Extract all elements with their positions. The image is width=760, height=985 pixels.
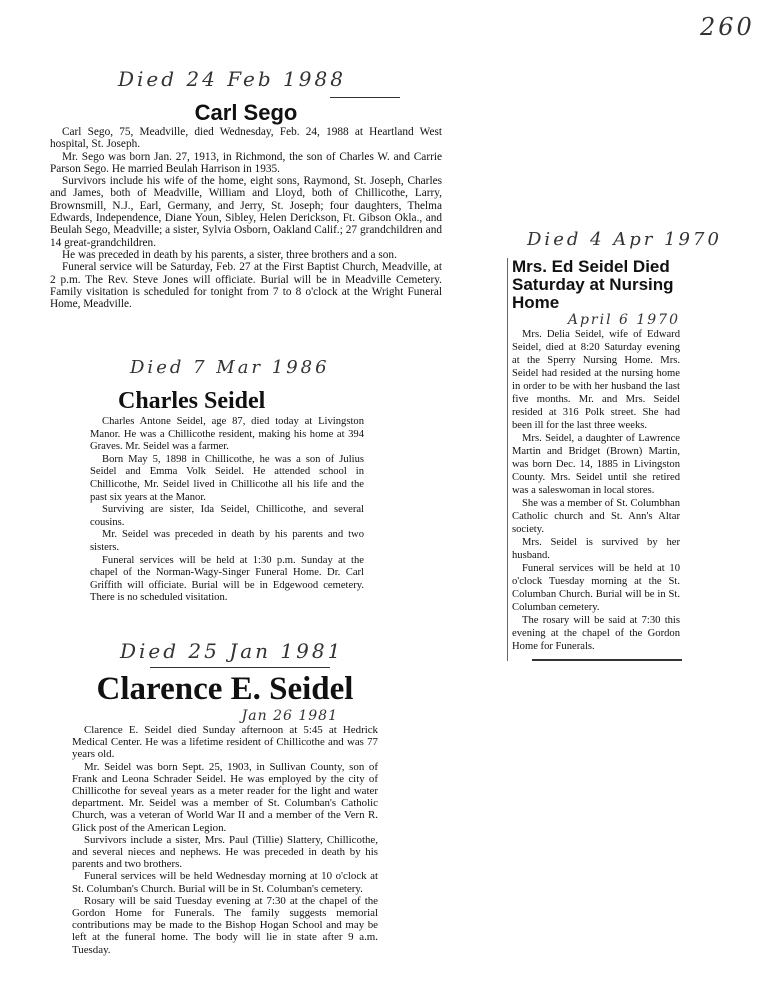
obituary-paragraph: Mr. Sego was born Jan. 27, 1913, in Richmond, the son of Charles W. and Carrie Parson Sego. He married Beulah Harrison in 1935.: [50, 150, 442, 175]
obituary-paragraph: Mrs. Seidel is survived by her husband.: [512, 537, 680, 561]
obituary-paragraph: Surviving are sister, Ida Seidel, Chillicothe, and several cousins.: [90, 504, 364, 528]
obituary-paragraph: Funeral services will be held at 1:30 p.m. Sunday at the chapel of the Norman-Wagy-Singer Funeral Home. Dr. Carl Griffith will officiate. Burial will be in Edgewood cemetery. There is no scheduled visitation.: [90, 554, 364, 604]
handwritten-note: Jan 26 1981: [241, 708, 338, 724]
handwritten-death-date: Died 7 Mar 1986: [130, 357, 330, 378]
obituary-paragraph: Survivors include a sister, Mrs. Paul (Tillie) Slattery, Chillicothe, and several nieces and nephews. He was preceded in death by his parents and two brothers.: [72, 833, 378, 871]
handwritten-death-date: Died 24 Feb 1988: [118, 67, 346, 91]
obituary-paragraph: She was a member of St. Columbhan Catholic church and St. Ann's Altar society.: [512, 498, 680, 535]
obituary-carl-sego: [50, 100, 442, 310]
divider: [532, 659, 682, 661]
obituary-paragraph: Mr. Seidel was born Sept. 25, 1903, in Sullivan County, son of Frank and Leona Schrader Seidel. He was employed by the city of Chillicothe for seveal years as a meter reader for the light and water department. Mr. Seidel was a member of St. Columban's Catholic Church, was a veteran of World War II and a member of the Vern R. Glick post of the American Legion.: [72, 760, 378, 834]
handwritten-death-date: Died 25 Jan 1981: [120, 639, 344, 663]
obituary-paragraph: Clarence E. Seidel died Sunday afternoon at 5:45 at Hedrick Medical Center. He was a lifetime resident of Chillicothe and was 77 years old.: [72, 724, 378, 761]
obituary-paragraph: Mr. Seidel was preceded in death by his parents and two sisters.: [90, 529, 364, 553]
obituary-paragraph: Rosary will be said Tuesday evening at 7:30 at the chapel of the Gordon Home for Funerals. The family suggests memorial contributions may be made to the Bishop Hogan School and may be left at the funeral home. The body will lie in state after 9 a.m. Tuesday.: [72, 894, 378, 956]
obituary-paragraph: Funeral services will be held Wednesday morning at 10 o'clock at St. Columban's Church. Burial will be in St. Columban's cemetery.: [72, 870, 378, 895]
obituary-mrs-ed-seidel: [507, 258, 680, 661]
obituary-title: Charles Seidel: [118, 388, 266, 414]
obituary-paragraph: Carl Sego, 75, Meadville, died Wednesday, Feb. 24, 1988 at Heartland West hospital, St. Joseph.: [50, 126, 442, 151]
obituary-clarence-seidel: [72, 670, 378, 956]
page-number: 260: [700, 13, 755, 41]
obituary-title: Carl Sego: [194, 100, 298, 125]
obituary-paragraph: Funeral services will be held at 10 o'clock Tuesday morning at the St. Columban Church. Burial will be in St. Columban cemetery.: [512, 563, 680, 613]
handwritten-death-date: Died 4 Apr 1970: [527, 229, 722, 250]
obituary-paragraph: Born May 5, 1898 in Chillicothe, he was a son of Julius Seidel and Emma Volk Seidel. He attended school in Chillicothe, Mr. Seidel lived in Chillicothe all his life and the past six years at the Manor.: [90, 453, 364, 503]
obituary-paragraph: Mrs. Seidel, a daughter of Lawrence Martin and Bridget (Brown) Martin, was born Dec. 14, 1885 in Livingston County. Mrs. Seidel until she retired was a saleswoman in local stores.: [512, 433, 680, 496]
obituary-paragraph: Charles Antone Seidel, age 87, died today at Livingston Manor. He was a Chillicothe resident, making his home at 394 Graves. Mr. Seidel was a farmer.: [90, 416, 364, 453]
obituary-charles-seidel: [90, 386, 364, 605]
obituary-paragraph: Funeral service will be Saturday, Feb. 27 at the First Baptist Church, Meadville, at 2 p.m. The Rev. Steve Jones will officiate. Burial will be in Meadville Cemetery. Family visitation is scheduled for tonight from 7 to 8 o'clock at the Wright Funeral Home, Meadville.: [50, 261, 442, 311]
handwritten-note: April 6 1970: [567, 312, 680, 328]
obituary-title: Mrs. Ed Seidel Died Saturday at Nursing Home: [512, 257, 674, 312]
obituary-title: Clarence E. Seidel: [96, 671, 354, 707]
obituary-paragraph: He was preceded in death by his parents, a sister, three brothers and a son.: [62, 248, 397, 261]
divider: [150, 667, 330, 668]
obituary-paragraph: The rosary will be said at 7:30 this evening at the chapel of the Gordon Home for Funerals.: [512, 615, 680, 652]
divider: [330, 97, 400, 98]
obituary-paragraph: Survivors include his wife of the home, eight sons, Raymond, St. Joseph, Charles and James, both of Meadville, William and Lloyd, both of Chillicothe, Larry, Brownsmill, N.J., Earl, Germany, and Jerry, St. Joseph; four daughters, Thelma Edwards, Independence, Diane Youn, Sibley, Helen Derickson, Ft. Gibson Okla., and Beulah Sego, Meadville; a sister, Sylvia Osborn, Oakland Calif.; 27 grandchildren and 14 great-grandchildren.: [50, 175, 442, 249]
obituary-paragraph: Mrs. Delia Seidel, wife of Edward Seidel, died at 8:20 Saturday evening at the Sperry Nursing Home. Mrs. Seidel had resided at the nursing home in order to be with her husband the last five months. Mr. and Mrs. Seidel resided at 316 Polk street. She had been ill for the last three weeks.: [512, 329, 680, 431]
